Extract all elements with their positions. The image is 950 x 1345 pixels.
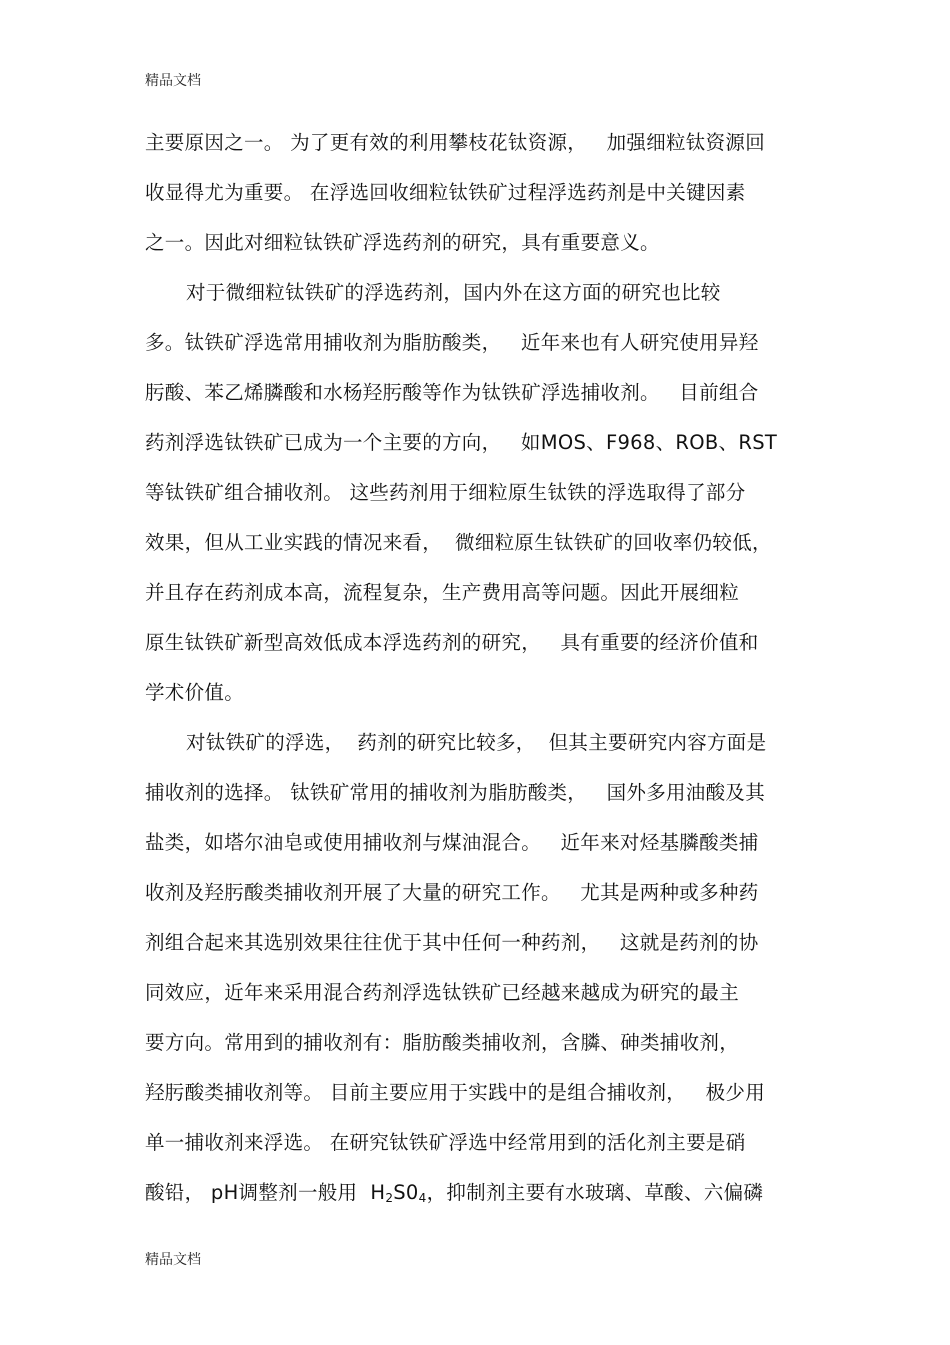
text-line: 要方向。常用到的捕收剂有：脂肪酸类捕收剂，含膦、砷类捕收剂， bbox=[145, 1031, 740, 1054]
text-segment: ，抑制剂主要有水玻璃、草酸、六偏磷 bbox=[426, 1181, 764, 1204]
text-line: 效果，但从工业实践的情况来看， 微细粒原生钛铁矿的回收率仍较低， bbox=[145, 531, 772, 554]
subscript: 4 bbox=[418, 1191, 427, 1205]
text-segment: 酸铅， pH调整剂一般用 H bbox=[145, 1181, 386, 1204]
text-line: 之一。因此对细粒钛铁矿浮选药剂的研究，具有重要意义。 bbox=[145, 231, 660, 254]
text-line: 收剂及羟肟酸类捕收剂开展了大量的研究工作。 尤其是两种或多种药 bbox=[145, 881, 759, 904]
text-line: 收显得尤为重要。 在浮选回收细粒钛铁矿过程浮选药剂是中关键因素 bbox=[145, 181, 746, 204]
text-line: 单一捕收剂来浮选。 在研究钛铁矿浮选中经常用到的活化剂主要是硝 bbox=[145, 1131, 746, 1154]
text-segment: S0 bbox=[393, 1181, 419, 1204]
text-line: 并且存在药剂成本高，流程复杂，生产费用高等问题。因此开展细粒 bbox=[145, 581, 740, 604]
paragraph-first-line: 对于微细粒钛铁矿的浮选药剂，国内外在这方面的研究也比较 bbox=[186, 281, 721, 304]
page-footer: 精品文档 bbox=[145, 1252, 201, 1268]
text-line: 剂组合起来其选别效果往往优于其中任何一种药剂， 这就是药剂的协 bbox=[145, 931, 759, 954]
text-line: 药剂浮选钛铁矿已成为一个主要的方向， 如MOS、F968、ROB、RST bbox=[145, 431, 778, 454]
paragraph-first-line: 对钛铁矿的浮选， 药剂的研究比较多， 但其主要研究内容方面是 bbox=[186, 731, 767, 754]
text-line: 学术价值。 bbox=[145, 681, 245, 704]
text-line: 多。钛铁矿浮选常用捕收剂为脂肪酸类， 近年来也有人研究使用异羟 bbox=[145, 331, 759, 354]
page-header: 精品文档 bbox=[145, 73, 201, 89]
text-line: 捕收剂的选择。 钛铁矿常用的捕收剂为脂肪酸类， 国外多用油酸及其 bbox=[145, 781, 765, 804]
subscript: 2 bbox=[385, 1191, 394, 1205]
text-line: 主要原因之一。 为了更有效的利用攀枝花钛资源， 加强细粒钛资源回 bbox=[145, 131, 765, 154]
text-line: 肟酸、苯乙烯膦酸和水杨羟肟酸等作为钛铁矿浮选捕收剂。 目前组合 bbox=[145, 381, 759, 404]
text-line: 盐类，如塔尔油皂或使用捕收剂与煤油混合。 近年来对烃基膦酸类捕 bbox=[145, 831, 759, 854]
text-line: 羟肟酸类捕收剂等。 目前主要应用于实践中的是组合捕收剂， 极少用 bbox=[145, 1081, 765, 1104]
text-line-formula bbox=[145, 1181, 763, 1205]
text-line: 原生钛铁矿新型高效低成本浮选药剂的研究， 具有重要的经济价值和 bbox=[145, 631, 759, 654]
text-line: 同效应，近年来采用混合药剂浮选钛铁矿已经越来越成为研究的最主 bbox=[145, 981, 740, 1004]
text-line: 等钛铁矿组合捕收剂。 这些药剂用于细粒原生钛铁的浮选取得了部分 bbox=[145, 481, 746, 504]
